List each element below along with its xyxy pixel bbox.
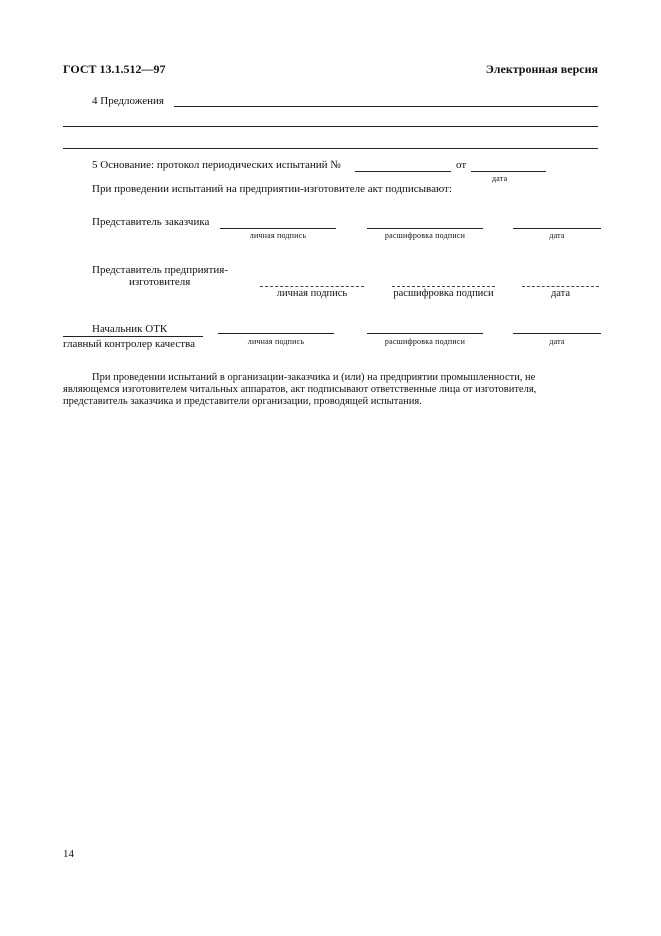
customer-representative-label: Представитель заказчика xyxy=(92,216,210,228)
intro-manufacturer: При проведении испытаний на предприятии-изготовителе акт подписывают: xyxy=(92,183,452,195)
proposals-line-3[interactable] xyxy=(63,148,598,149)
customer-signature-field[interactable] xyxy=(220,228,336,229)
customer-date-caption: дата xyxy=(549,231,565,240)
qc-date-field[interactable] xyxy=(513,333,601,334)
page-number: 14 xyxy=(63,848,74,860)
manufacturer-signature-field[interactable] xyxy=(260,286,364,287)
closing-paragraph-line2: являющемся изготовителем читальных аппаратов, акт подписывают ответственные лица от изготовителя, xyxy=(63,384,537,395)
qc-decode-caption: расшифровка подписи xyxy=(384,337,466,346)
customer-date-field[interactable] xyxy=(513,228,601,229)
proposals-line-2[interactable] xyxy=(63,126,598,127)
qc-signature-caption: личная подпись xyxy=(247,337,305,346)
qc-head-caption: главный контролер качества xyxy=(63,338,195,350)
protocol-date-field[interactable] xyxy=(471,171,546,172)
protocol-number-field[interactable] xyxy=(355,171,451,172)
manufacturer-representative-label-2: изготовителя xyxy=(129,276,191,288)
manufacturer-decode-field[interactable] xyxy=(392,286,495,287)
proposals-line-1[interactable] xyxy=(174,106,598,107)
qc-head-label: Начальник ОТК xyxy=(92,323,168,335)
manufacturer-representative-label-1: Представитель предприятия- xyxy=(92,264,228,276)
qc-date-caption: дата xyxy=(549,337,565,346)
manufacturer-signature-caption: личная подпись xyxy=(276,288,348,299)
qc-head-name-line[interactable] xyxy=(63,336,203,337)
manufacturer-date-field[interactable] xyxy=(522,286,599,287)
closing-paragraph-line3: представитель заказчика и представители организации, проводящей испытания. xyxy=(63,396,422,407)
section5-label: 5 Основание: протокол периодических испытаний № xyxy=(92,159,341,171)
document-id: ГОСТ 13.1.512—97 xyxy=(63,62,166,76)
closing-paragraph-line1: При проведении испытаний в организации-заказчика и (или) на предприятии промышленности, не xyxy=(92,372,536,383)
manufacturer-date-caption: дата xyxy=(550,288,571,299)
qc-decode-field[interactable] xyxy=(367,333,483,334)
qc-signature-field[interactable] xyxy=(218,333,334,334)
customer-decode-field[interactable] xyxy=(367,228,483,229)
customer-signature-caption: личная подпись xyxy=(249,231,307,240)
section4-label: 4 Предложения xyxy=(92,95,164,107)
manufacturer-decode-caption: расшифровка подписи xyxy=(393,288,494,299)
edition-label: Электронная версия xyxy=(485,62,598,76)
protocol-date-caption: дата xyxy=(492,174,508,183)
customer-decode-caption: расшифровка подписи xyxy=(384,231,466,240)
from-label: от xyxy=(456,159,467,171)
